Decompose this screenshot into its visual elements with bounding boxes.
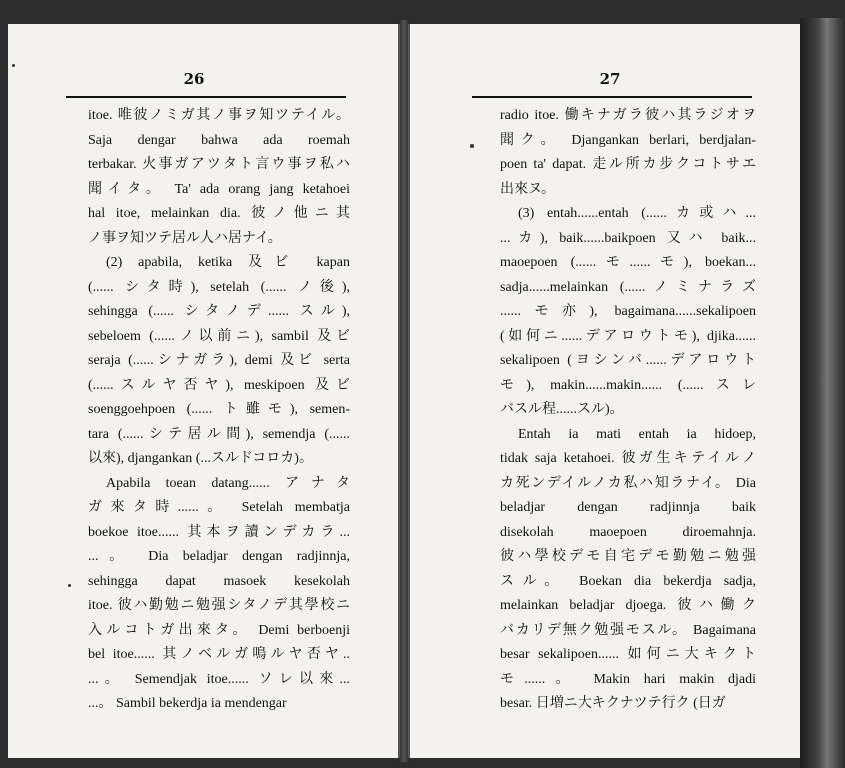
text-line: sehingga dapat masoek kesekolah	[88, 573, 350, 589]
text-line: besar sekalipoen...... 如何ニ大キクト	[500, 647, 756, 662]
text-line: スル。 Boekan dia bekerdja sadja,	[500, 573, 756, 589]
text-line: maoepoen (......モ......モ), boekan...	[500, 255, 756, 270]
text-line: 出來ヌ。	[500, 181, 556, 197]
paper-speck	[68, 584, 71, 587]
text-line: ...カ), baik......baikpoen 又ハ baik...	[500, 230, 756, 246]
page-text	[500, 104, 756, 717]
text-line: 入ルコトガ出來タ。 Demi berboenji	[88, 622, 350, 638]
text-line: seraja (......シナガラ), demi 及ビ serta	[88, 353, 350, 368]
page-number: 26	[183, 70, 205, 88]
text-line: ...。 Dia beladjar dengan radjinnja,	[88, 549, 350, 564]
text-line: terbakar. 火事ガアツタト言ウ事ヲ私ハ	[88, 157, 350, 172]
text-line: (...... シタ時), setelah (...... ノ後),	[88, 279, 350, 295]
text-line: disekolah maoepoen diroemahnja.	[500, 524, 756, 540]
page-text	[88, 104, 350, 717]
text-line: ...。 Sambil bekerdja ia mendengar	[88, 696, 287, 711]
book-edge	[800, 18, 845, 768]
text-line: 彼ハ學校デモ自宅デモ勤勉ニ勉强	[500, 549, 756, 564]
text-line: melainkan beladjar djoega. 彼ハ働ク	[500, 598, 756, 613]
left-page	[8, 24, 400, 758]
text-line: bel itoe...... 其ノベルガ鳴ルヤ否ヤ..	[88, 647, 350, 662]
text-line: itoe. 唯彼ノミガ其ノ事ヲ知ツテイル。	[88, 108, 350, 123]
text-line: besar. 日増ニ大キクナツテ行ク (日ガ	[500, 696, 726, 711]
text-line: ......モ亦), bagaimana......sekalipoen	[500, 304, 756, 319]
text-line: Apabila toean datang...... アナタ	[106, 475, 350, 491]
text-line: soenggoehpoen (...... ト雖モ), semen-	[88, 402, 350, 417]
text-line: (3) entah......entah (......カ或ハ...	[518, 206, 756, 221]
text-line: ガ來タ時......。 Setelah membatja	[88, 500, 350, 515]
text-line: (2) apabila, ketika 及ビ kapan	[106, 255, 350, 270]
text-line: 聞イタ。 Ta' ada orang jang ketahoei	[88, 181, 350, 197]
text-line: boekoe itoe...... 其本ヲ讀ンデカラ...	[88, 524, 350, 540]
text-line: tidak saja ketahoei. 彼ガ生キテイルノ	[500, 451, 756, 466]
paper-speck	[12, 64, 15, 67]
text-line: poen ta' dapat. 走ル所カ步クコトサエ	[500, 157, 756, 172]
text-line: sebeloem (......ノ以前ニ), sambil 及ビ	[88, 328, 350, 344]
text-line: バカリデ無ク勉强モスル。 Bagaimana	[500, 622, 756, 638]
text-line: (......スルヤ否ヤ), meskipoen 及ビ	[88, 377, 350, 393]
text-line: カ死ンデイルノカ私ハ知ラナイ。 Dia	[500, 475, 756, 491]
text-line: Saja dengar bahwa ada roemah	[88, 132, 350, 148]
text-line: バスル程......スル)。	[500, 402, 624, 417]
text-line: beladjar dengan radjinnja baik	[500, 500, 756, 515]
text-line: 聞ク。 Djangankan berlari, berdjalan-	[500, 132, 756, 148]
page-number: 27	[599, 70, 621, 88]
text-line: ...。 Semendjak itoe...... ソレ以來...	[88, 671, 350, 687]
text-line: itoe. 彼ハ勤勉ニ勉强シタノデ其學校ニ	[88, 598, 350, 613]
text-line: (如何ニ......デアロウトモ), djika......	[500, 328, 756, 344]
text-line: radio itoe. 働キナガラ彼ハ其ラジオヲ	[500, 108, 756, 123]
text-line: tara (......シテ居ル間), semendja (......	[88, 426, 350, 442]
paper-speck	[470, 144, 474, 148]
right-page	[408, 24, 800, 758]
text-line: モ), makin......makin...... (......スレ	[500, 377, 756, 393]
text-line: sadja......melainkan (......ノミナラズ	[500, 279, 756, 295]
text-line: モ......。 Makin hari makin djadi	[500, 671, 756, 687]
text-line: Entah ia mati entah ia hidoep,	[518, 426, 756, 442]
header-rule	[66, 96, 346, 98]
text-line: hal itoe, melainkan dia. 彼ノ他ニ其	[88, 206, 350, 221]
text-line: sehingga (...... シタノデ...... スル),	[88, 304, 350, 319]
header-rule	[472, 96, 752, 98]
text-line: ノ事ヲ知ツテ居ル人ハ居ナイ。	[88, 230, 282, 246]
text-line: 以來), djangankan (...スルドコロカ)。	[88, 451, 313, 466]
text-line: sekalipoen (ヨシンバ......デアロウト	[500, 353, 756, 368]
